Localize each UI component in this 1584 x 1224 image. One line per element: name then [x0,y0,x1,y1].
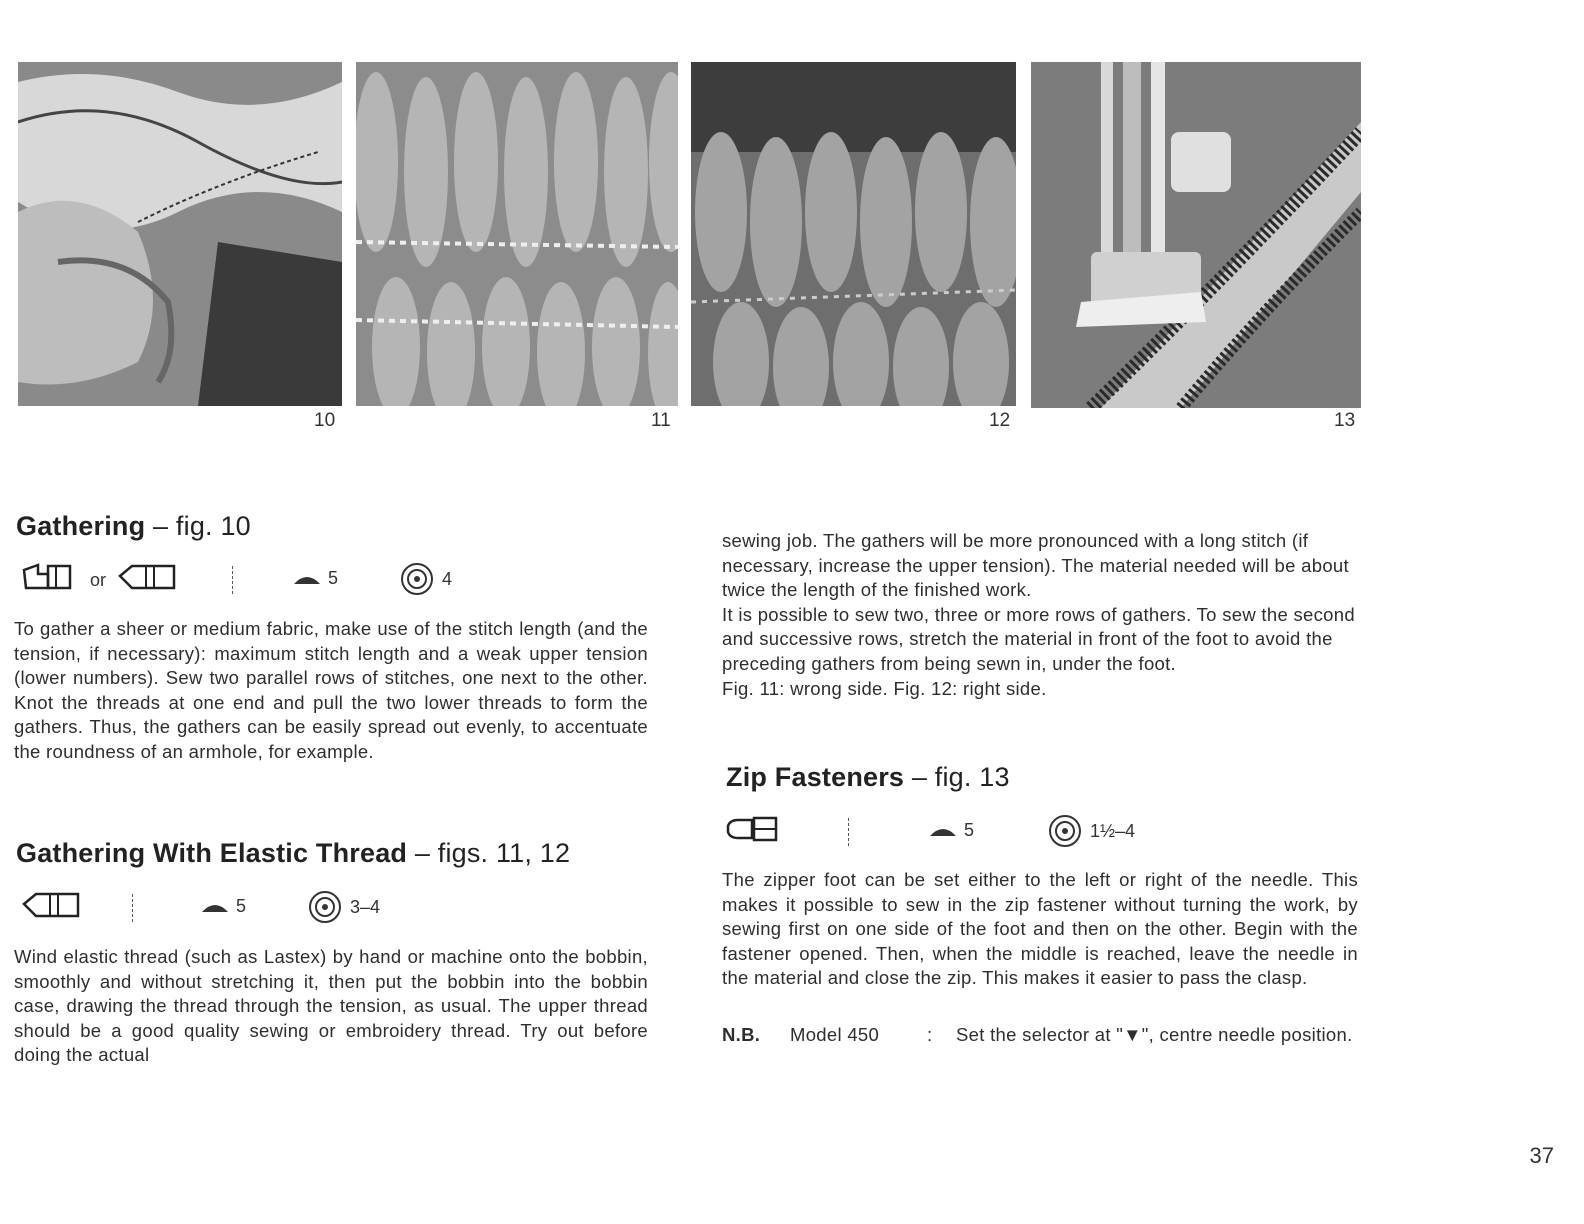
elastic-paragraph: Wind elastic thread (such as Lastex) by hand or machine onto the bobbin, smoothly and without stretching it, then put the bobbin into the bobbin case, drawing the thread through the tension, as usual. The upper thread should be a good quality sewing or embroidery thread. Try out before doing the actual [14,946,648,1066]
divider [848,818,850,846]
note-colon: : [927,1024,933,1045]
settings-gathering [22,562,482,602]
tension-value: 4 [442,568,453,589]
tension-dial-icon [308,890,342,924]
stitch-length-value: 5 [964,820,975,840]
tension-dial-icon [1048,814,1082,848]
zip-body [722,868,1358,991]
or-label: or [90,570,107,590]
divider [232,566,234,594]
zip-paragraph: The zipper foot can be set either to the left or right of the needle. This makes it possible to sew in the zip fastener without turning the work, by sewing first on one side of the foot and then on the other. Begin with the fastener opened. Then, when the middle is reached, leave the needle in the material and close the zip. This makes it easier to pass the clasp. [722,869,1358,989]
figure-12 [691,62,1016,406]
heading-gathering [16,511,251,542]
stitch-length-setting [928,820,974,841]
gathering-paragraph: To gather a sheer or medium fabric, make use of the stitch length (and the tension, if necessary): maximum stitch length and a weak upper tension (lower numbers). Sew two parallel rows of stitches, one next to the other. Knot the threads at one end and pull the two lower threads to form the gathers. Thus, the gathers can be easily spread out evenly, to accentuate the roundness of an armhole, for example. [14,618,648,762]
tension-value: 3–4 [350,896,381,917]
tension-setting [308,890,380,924]
zip-note [722,1022,1358,1074]
figure-number-11: 11 [651,410,671,431]
stitch-length-setting [200,896,246,917]
heading-elastic [16,838,570,869]
note-text: Set the selector at "▼", centre needle position. [956,1024,1353,1045]
figure-11 [356,62,678,406]
stitch-length-icon [200,900,230,914]
heading-gathering-ref: – fig. 10 [145,511,251,541]
heading-elastic-ref: – figs. 11, 12 [407,838,571,868]
figure-number-12: 12 [989,410,1011,431]
settings-zip [726,814,1166,854]
heading-gathering-title: Gathering [16,511,146,541]
figure-number-13: 13 [1334,410,1356,431]
stitch-length-icon [292,572,322,586]
heading-elastic-title: Gathering With Elastic Thread [16,838,408,868]
tension-setting [400,562,452,596]
note-model: Model 450 [790,1024,880,1045]
elastic-continued-2: It is possible to sew two, three or more rows of gathers. To sew the second and successive rows, stretch the material in front of the foot to avoid the preceding gathers from being sewn in, under the foot. [722,603,1355,674]
tension-dial-icon [400,562,434,596]
gathering-body [14,617,648,765]
elastic-continued-1: sewing job. The gathers will be more pronounced with a long stitch (if necessary, increase the upper tension). The material needed will be about twice the length of the finished work. [722,530,1349,601]
elastic-continued-3: Fig. 11: wrong side. Fig. 12: right side. [722,677,1047,699]
figure-number-10: 10 [314,410,336,431]
figure-10 [18,62,342,406]
heading-zip-ref: – fig. 13 [904,762,1010,792]
settings-elastic [22,890,422,930]
presser-foot-a-icon [22,562,74,592]
elastic-body [14,945,648,1068]
presser-foot-b-icon [118,562,176,592]
stitch-length-value: 5 [236,896,247,916]
page-number: 37 [1529,1143,1554,1168]
figure-13 [1031,62,1361,408]
stitch-length-value: 5 [328,568,339,588]
zipper-foot-icon [726,814,780,844]
note-label: N.B. [722,1024,761,1045]
presser-foot-b-icon [22,890,80,920]
tension-value: 1½–4 [1090,820,1136,841]
heading-zip [726,762,1010,793]
stitch-length-icon [928,824,958,838]
divider [132,894,134,922]
heading-zip-title: Zip Fasteners [726,762,905,792]
tension-setting [1048,814,1135,848]
elastic-continued [722,529,1358,701]
stitch-length-setting [292,568,338,589]
